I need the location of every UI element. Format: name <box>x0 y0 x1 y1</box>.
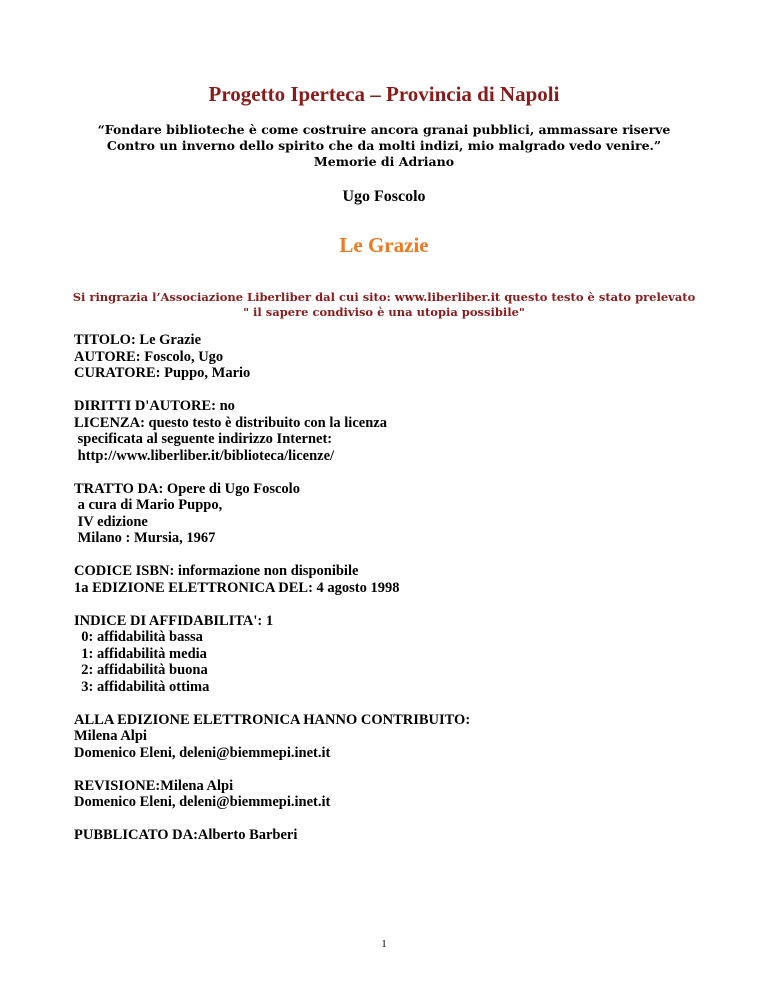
quote-attribution: Memorie di Adriano <box>313 154 455 169</box>
metadata-line: CODICE ISBN: informazione non disponibile <box>74 563 359 579</box>
metadata-line: Milano : Mursia, 1967 <box>74 530 216 546</box>
metadata-block-revision <box>74 778 714 811</box>
metadata-line: 1: affidabilità media <box>74 645 207 662</box>
metadata-block-isbn <box>74 563 714 596</box>
metadata-line: IV edizione <box>74 513 148 530</box>
metadata-block-source <box>74 481 714 547</box>
metadata-line: DIRITTI D'AUTORE: no <box>74 398 235 414</box>
metadata-line: specificata al seguente indirizzo Internet: <box>74 431 333 447</box>
acknowledgement-motto: " il sapere condiviso è una utopia possibile" <box>243 305 525 319</box>
metadata-line: http://www.liberliber.it/biblioteca/licenze/ <box>74 447 335 464</box>
metadata-line: 1a EDIZIONE ELETTRONICA DEL: 4 agosto 1998 <box>74 579 400 596</box>
quote-line: “Fondare biblioteche è come costruire ancora granai pubblici, ammassare riserve <box>97 122 671 137</box>
metadata-line: PUBBLICATO DA:Alberto Barberi <box>74 827 298 843</box>
acknowledgement-line: Si ringrazia l’Associazione Liberliber dal cui sito: www.liberliber.it questo testo è stato prelevato <box>72 290 696 304</box>
metadata-line: 0: affidabilità bassa <box>74 629 203 645</box>
metadata-line: TRATTO DA: Opere di Ugo Foscolo <box>74 480 300 497</box>
metadata-line: REVISIONE:Milena Alpi <box>74 777 234 794</box>
metadata-line: a cura di Mario Puppo, <box>74 497 223 513</box>
project-title: Progetto Iperteca – Provincia di Napoli <box>208 82 560 106</box>
metadata-block-reliability <box>74 613 714 696</box>
metadata-line: Domenico Eleni, deleni@biemmepi.inet.it <box>74 794 331 810</box>
metadata-line: INDICE DI AFFIDABILITA': 1 <box>74 612 274 629</box>
metadata-block-publisher <box>74 827 714 844</box>
metadata-line: LICENZA: questo testo è distribuito con la licenza <box>74 414 387 431</box>
metadata-block-title <box>74 332 714 382</box>
work-title: Le Grazie <box>339 233 429 257</box>
metadata-block-license <box>74 398 714 464</box>
metadata-line: ALLA EDIZIONE ELETTRONICA HANNO CONTRIBUITO: <box>74 711 471 728</box>
metadata-line: TITOLO: Le Grazie <box>74 332 202 348</box>
author-name: Ugo Foscolo <box>342 188 426 205</box>
metadata-line: AUTORE: Foscolo, Ugo <box>74 348 224 365</box>
metadata-line: CURATORE: Puppo, Mario <box>74 365 251 381</box>
metadata-line: 2: affidabilità buona <box>74 662 208 678</box>
quote-line: Contro un inverno dello spirito che da molti indizi, mio malgrado vedo venire.” <box>106 138 662 153</box>
metadata-line: Milena Alpi <box>74 728 147 744</box>
acknowledgement <box>0 290 768 320</box>
epigraph-quote <box>0 122 768 170</box>
page-number: 1 <box>381 938 387 950</box>
metadata-line: Domenico Eleni, deleni@biemmepi.inet.it <box>74 744 331 761</box>
metadata-line: 3: affidabilità ottima <box>74 678 210 695</box>
metadata-section <box>74 332 714 860</box>
metadata-block-contributors <box>74 712 714 762</box>
